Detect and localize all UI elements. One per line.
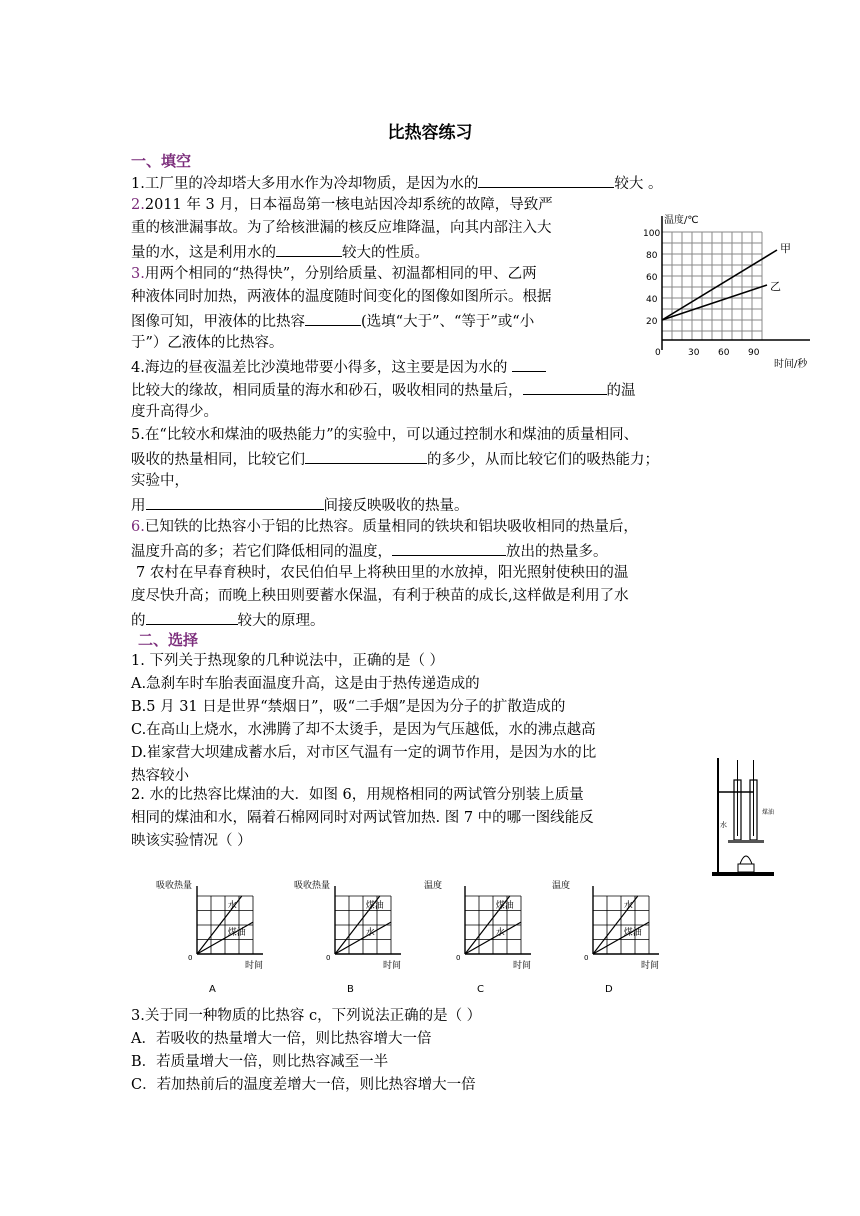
choice-q3-stem: 3.关于同一种物质的比热容 c，下列说法正确的是（ ） xyxy=(131,1008,482,1024)
fill-q7-line1: 7 农村在早春育秧时，农民伯伯早上将秧田里的水放掉，阳光照射使秧田的温 xyxy=(136,565,629,581)
answer-blank[interactable] xyxy=(305,449,427,464)
apparatus-label-kerosene: 煤油 xyxy=(762,809,775,816)
y-tick: 60 xyxy=(646,273,658,283)
x-tick: 30 xyxy=(688,348,700,358)
choice-q3-option-b[interactable]: B．若质量增大一倍，则比热容减至一半 xyxy=(131,1054,389,1070)
fill-q3-line4: 于”）乙液体的比热容。 xyxy=(131,335,284,351)
choice-q1-option-d-cont: 热容较小 xyxy=(131,768,189,784)
answer-blank[interactable] xyxy=(146,610,238,625)
graph-upper-label: 水 xyxy=(227,901,237,911)
fill-q2-line2: 重的核泄漏事故。为了给核泄漏的核反应堆降温，向其内部注入大 xyxy=(131,220,552,236)
fill-q2-text-b: 较大的性质。 xyxy=(342,245,429,261)
y-tick: 100 xyxy=(643,229,661,239)
answer-blank[interactable] xyxy=(305,311,361,326)
choice-q3-option-a[interactable]: A．若吸收的热量增大一倍，则比热容增大一倍 xyxy=(131,1031,432,1047)
fill-q2-line3 xyxy=(131,242,429,263)
asbestos-gauze xyxy=(728,840,764,843)
choice-q1-stem: 1. 下列关于热现象的几种说法中，正确的是（ ） xyxy=(131,653,445,669)
fill-q4-text: 4.海边的昼夜温差比沙漠地带要小得多，这主要是因为水的 xyxy=(131,360,508,376)
graph-x-label: 时间 xyxy=(513,961,532,971)
fill-q6-text: 已知铁的比热容小于铝的比热容。质量相同的铁块和铝块吸收相同的热量后， xyxy=(144,519,638,535)
fill-q3-text: 用两个相同的“热得快”，分别给质量、初温都相同的甲、乙两 xyxy=(144,266,537,282)
fill-q5-text-a: 吸收的热量相同，比较它们 xyxy=(131,452,305,468)
choice-q1-option-a[interactable]: A.急刹车时车胎表面温度升高，这是由于热传递造成的 xyxy=(131,676,480,692)
apparatus-label-water: 水 xyxy=(720,821,727,829)
x-tick: 90 xyxy=(748,348,760,358)
choice-q3-option-c[interactable]: C．若加热前后的温度差增大一倍，则比热容增大一倍 xyxy=(131,1077,476,1093)
y-tick: 40 xyxy=(646,295,658,305)
stand-base xyxy=(712,872,774,876)
graph-y-label: 温度 xyxy=(424,881,443,891)
graph-origin: 0 xyxy=(188,954,193,962)
fill-q3-text-b: (选填“大于”、“等于”或“小 xyxy=(361,314,535,330)
graph-caption: C xyxy=(477,984,484,995)
graph-origin: 0 xyxy=(326,954,331,962)
fill-q3-text-a: 图像可知，甲液体的比热容 xyxy=(131,314,305,330)
fill-q7-line3 xyxy=(131,610,325,631)
graph-x-label: 时间 xyxy=(245,961,264,971)
fill-q2-text: 2011 年 3 月，日本福岛第一核电站因冷却系统的故障，导致严 xyxy=(144,197,553,213)
fill-q4-line2 xyxy=(131,380,636,401)
line-label-jia: 甲 xyxy=(780,242,791,255)
fill-q7-text-b: 较大的原理。 xyxy=(237,613,325,629)
fill-q7-text-a: 的 xyxy=(131,613,146,629)
fill-q1-tail: 较大 。 xyxy=(614,176,663,192)
answer-blank[interactable] xyxy=(523,380,607,395)
line-yi xyxy=(662,285,767,320)
fill-q4-line1 xyxy=(131,357,546,378)
choice-q1-option-c[interactable]: C.在高山上烧水，水沸腾了却不太烫手，是因为气压越低，水的沸点越高 xyxy=(131,722,596,738)
choice-q2-line1: 2. 水的比热容比煤油的大．如图 6，用规格相同的两试管分别装上质量 xyxy=(131,787,584,803)
graph-lower-label: 煤油 xyxy=(227,928,246,938)
choice-q1-option-d[interactable]: D.崔家营大坝建成蓄水后，对市区气温有一定的调节作用，是因为水的比 xyxy=(131,745,597,761)
graph-y-label: 吸收热量 xyxy=(156,881,193,891)
choice-q1-option-b[interactable]: B.5 月 31 日是世界“禁烟日”，吸“二手烟”是因为分子的扩散造成的 xyxy=(131,699,566,715)
fill-q6-line1 xyxy=(131,518,638,537)
fill-q5-text-b: 间接反映吸收的热量。 xyxy=(323,498,469,514)
fill-q2-text-a: 量的水，这是利用水的 xyxy=(131,245,276,261)
fill-q5-line3: 实验中， xyxy=(131,473,189,489)
y-tick: 20 xyxy=(646,317,658,327)
x-axis-label: 时间/秒 xyxy=(774,359,808,370)
answer-graph-B[interactable] xyxy=(290,872,410,997)
fill-q5-line1: 5.在“比较水和煤油的吸热能力”的实验中，可以通过控制水和煤油的质量相同、 xyxy=(131,427,639,443)
fill-q5-line2 xyxy=(131,449,659,470)
graph-upper-label: 煤油 xyxy=(365,901,384,911)
answer-blank[interactable] xyxy=(276,242,342,257)
choice-q2-line3: 映该实验情况（ ） xyxy=(131,833,252,849)
fill-q6-text-b: 放出的热量多。 xyxy=(506,544,608,560)
graph-caption: B xyxy=(347,984,354,995)
answer-blank[interactable] xyxy=(478,173,614,188)
choice-q2-line2: 相同的煤油和水，隔着石棉网同时对两试管加热. 图 7 中的哪一图线能反 xyxy=(131,810,594,826)
origin-label: 0 xyxy=(655,348,661,358)
fill-q3-line2: 种液体同时加热，两液体的温度随时间变化的图像如图所示。根据 xyxy=(131,289,552,305)
graph-lower-label: 水 xyxy=(495,928,505,938)
x-tick: 60 xyxy=(718,348,730,358)
answer-blank[interactable] xyxy=(146,495,324,510)
temperature-time-graph xyxy=(640,210,820,370)
fill-q5-text-a: 用 xyxy=(131,498,146,514)
burner-flame xyxy=(740,856,752,864)
graph-origin: 0 xyxy=(584,954,589,962)
answer-graph-A[interactable] xyxy=(152,872,272,997)
question-number: 2. xyxy=(131,197,145,213)
page-title: 比热容练习 xyxy=(387,123,473,143)
fill-q5-line4 xyxy=(131,495,469,516)
graph-lower-label: 煤油 xyxy=(623,928,642,938)
fill-q6-text-a: 温度升高的多；若它们降低相同的温度， xyxy=(131,544,392,560)
fill-q7-line2: 度尽快升高；而晚上秧田则要蓄水保温，有利于秧苗的成长,这样做是利用了水 xyxy=(131,588,629,604)
fill-q3-line1 xyxy=(131,265,537,284)
fill-q4-line3: 度升高得少。 xyxy=(131,404,218,420)
fill-q1-text: 1.工厂里的冷却塔大多用水作为冷却物质，是因为水的 xyxy=(131,176,479,192)
graph-origin: 0 xyxy=(456,954,461,962)
fill-q2-line1 xyxy=(131,196,553,215)
graph-x-label: 时间 xyxy=(383,961,402,971)
y-axis-label: 温度/℃ xyxy=(664,215,699,226)
graph-x-label: 时间 xyxy=(641,961,660,971)
test-tube-apparatus-figure xyxy=(706,752,784,882)
fill-q1 xyxy=(131,173,662,194)
answer-graph-D[interactable] xyxy=(548,872,668,997)
alcohol-lamp xyxy=(738,864,754,872)
graph-y-label: 温度 xyxy=(552,881,571,891)
graph-lower-label: 水 xyxy=(365,928,375,938)
question-number: 6. xyxy=(131,519,145,535)
graph-y-label: 吸收热量 xyxy=(294,881,331,891)
section-fill-heading: 一、填空 xyxy=(131,152,192,170)
line-label-yi: 乙 xyxy=(770,280,781,293)
graph-upper-label: 水 xyxy=(623,901,633,911)
fill-q4-text-a: 比较大的缘故，相同质量的海水和砂石，吸收相同的热量后， xyxy=(131,383,523,399)
fill-q6-line2 xyxy=(131,541,608,562)
answer-blank[interactable] xyxy=(512,357,546,372)
y-tick: 80 xyxy=(646,251,658,261)
graph-upper-label: 煤油 xyxy=(495,901,514,911)
question-number: 3. xyxy=(131,266,145,282)
answer-blank[interactable] xyxy=(392,541,506,556)
fill-q5-text-b: 的多少，从而比较它们的吸热能力； xyxy=(427,452,659,468)
answer-graph-C[interactable] xyxy=(420,872,540,997)
section-choice-heading: 二、选择 xyxy=(138,631,199,649)
graph-caption: A xyxy=(209,984,216,995)
fill-q3-line3 xyxy=(131,311,534,332)
fill-q4-text-b: 的温 xyxy=(606,383,636,399)
graph-caption: D xyxy=(605,984,613,995)
